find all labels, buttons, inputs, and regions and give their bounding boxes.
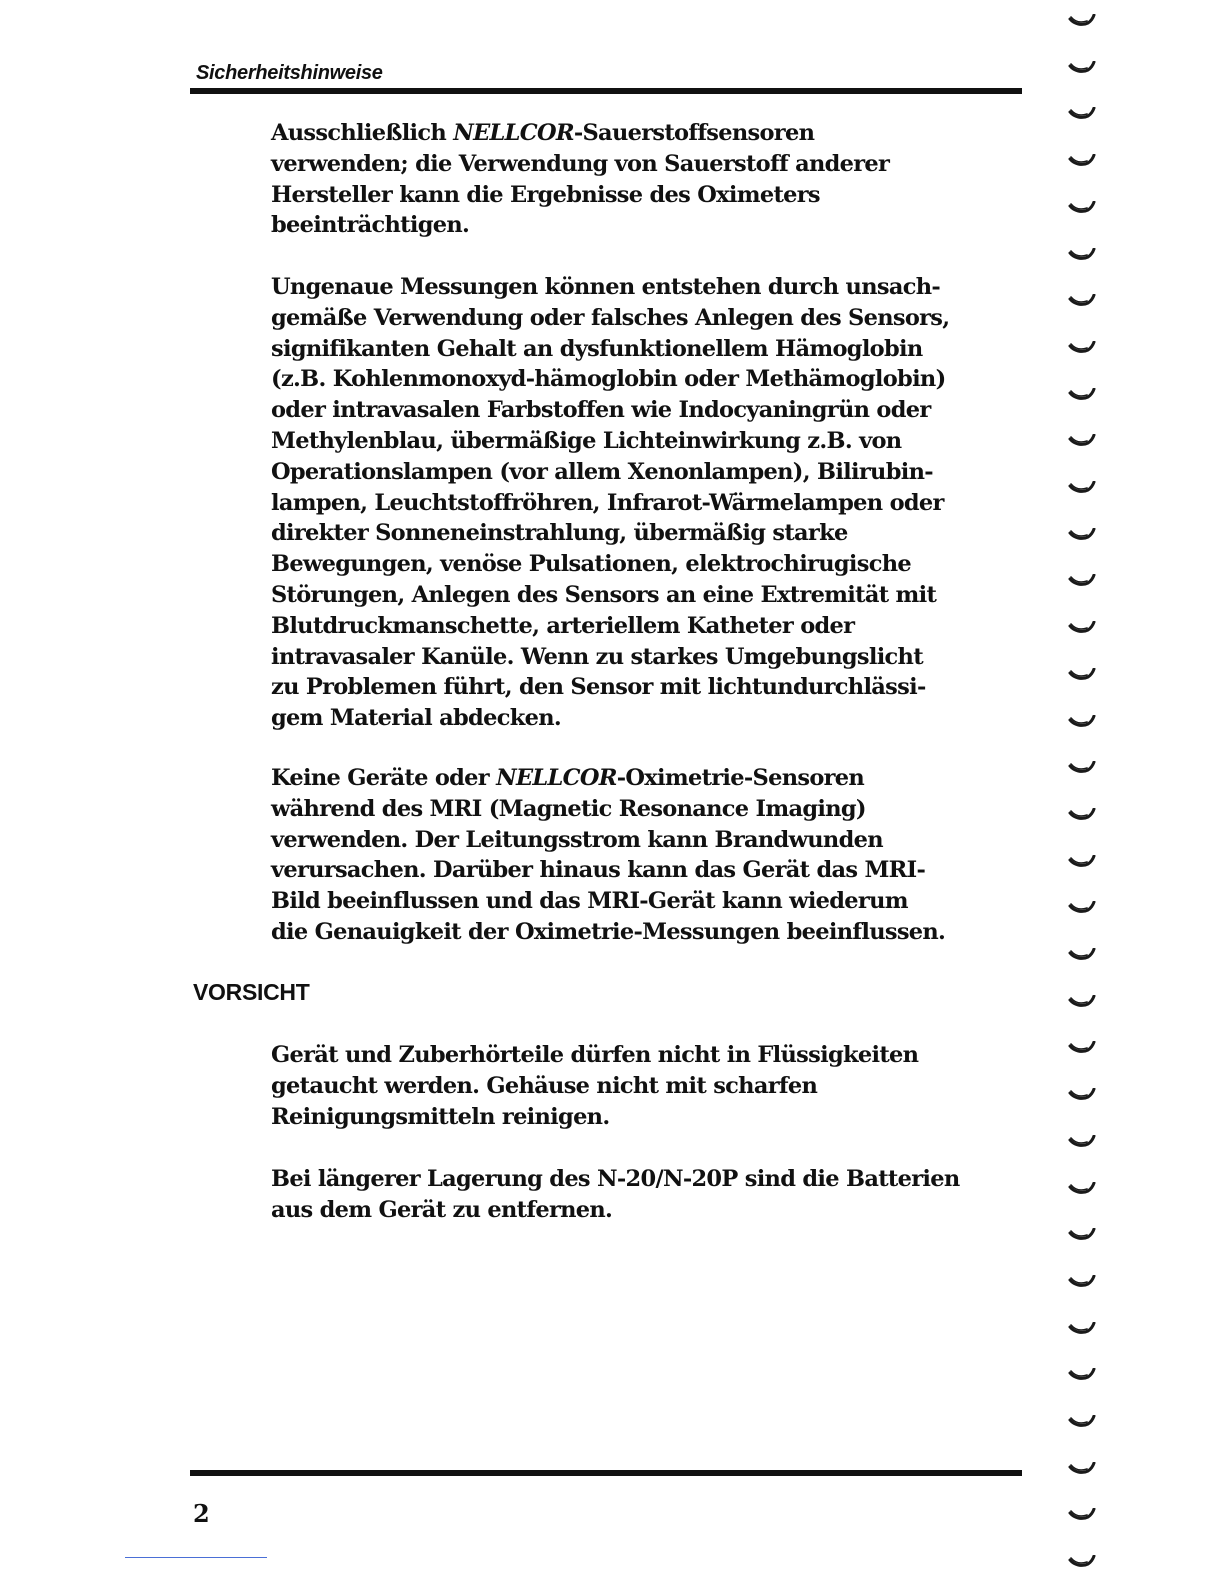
text-line: lampen, Leuchtstoffröhren, Infrarot-Wärmelampen oder (271, 489, 944, 516)
spiral-binding-coil-icon (1068, 621, 1096, 635)
warning-paragraph-mri (271, 763, 1031, 948)
text-line: Bewegungen, venöse Pulsationen, elektrochirugische (271, 551, 911, 578)
text-line: Gerät und Zuberhörteile dürfen nicht in Flüssigkeiten (271, 1042, 919, 1068)
spiral-binding-coil-icon (1068, 1228, 1096, 1242)
text-line: während des MRI (Magnetic Resonance Imaging) (271, 795, 866, 822)
caution-paragraph-batteries (271, 1164, 1031, 1226)
text-line: gemäße Verwendung oder falsches Anlegen des Sensors, (271, 304, 950, 331)
text-line: (z.B. Kohlenmonoxyd-hämoglobin oder Methämoglobin) (271, 366, 946, 393)
spiral-binding-coil-icon (1068, 1462, 1096, 1476)
text-line: zu Problemen führt, den Sensor mit lichtundurchlässi- (271, 674, 926, 701)
spiral-binding-coil-icon (1068, 481, 1096, 495)
text-line: verwenden; die Verwendung von Sauerstoff anderer (271, 150, 890, 177)
section-heading-vorsicht: VORSICHT (193, 979, 310, 1005)
spiral-binding-coil-icon (1068, 201, 1096, 215)
spiral-binding-coil-icon (1068, 1135, 1096, 1149)
text-line: Hersteller kann die Ergebnisse des Oximeters (271, 181, 820, 208)
spiral-binding-coil-icon (1068, 1368, 1096, 1382)
text-line: direkter Sonneneinstrahlung, übermäßig starke (271, 520, 848, 547)
spiral-binding-coil-icon (1068, 761, 1096, 775)
spiral-binding-coil-icon (1068, 1322, 1096, 1336)
spiral-binding-coil-icon (1068, 388, 1096, 402)
text-line: Ausschließlich NELLCOR-Sauerstoffsensoren (271, 120, 815, 146)
spiral-binding-coil-icon (1068, 14, 1096, 28)
page-number: 2 (193, 1499, 210, 1528)
text-line: Reinigungsmitteln reinigen. (271, 1103, 610, 1130)
text-line: Keine Geräte oder NELLCOR-Oximetrie-Sensoren (271, 765, 865, 791)
text-line: verursachen. Darüber hinaus kann das Gerät das MRI- (271, 857, 926, 884)
spiral-binding-coil-icon (1068, 855, 1096, 869)
text-line: Operationslampen (vor allem Xenonlampen), Bilirubin- (271, 458, 933, 485)
spiral-binding-coil-icon (1068, 434, 1096, 448)
spiral-binding-coil-icon (1068, 574, 1096, 588)
brand-name: NELLCOR (496, 765, 617, 791)
caution-paragraph-cleaning (271, 1040, 1031, 1132)
spiral-binding-coil-icon (1068, 1088, 1096, 1102)
text-line: Bei längerer Lagerung des N-20/N-20P sind die Batterien (271, 1166, 960, 1192)
spiral-binding-coil-icon (1068, 668, 1096, 682)
brand-name: NELLCOR (453, 120, 574, 146)
spiral-binding-coil-icon (1068, 901, 1096, 915)
text-line: gem Material abdecken. (271, 705, 561, 732)
spiral-binding-coil-icon (1068, 1415, 1096, 1429)
warning-paragraph-sensors (271, 118, 1031, 241)
text-line: intravasaler Kanüle. Wenn zu starkes Umgebungslicht (271, 643, 923, 670)
spiral-binding-coil-icon (1068, 294, 1096, 308)
warning-paragraph-inaccurate-measurements (271, 272, 1031, 734)
spiral-binding-coil-icon (1068, 1182, 1096, 1196)
spiral-binding-coil-icon (1068, 1275, 1096, 1289)
text-line: Ungenaue Messungen können entstehen durch unsach- (271, 274, 941, 300)
footer-rule (190, 1470, 1022, 1476)
spiral-binding-coil-icon (1068, 154, 1096, 168)
text-line: oder intravasalen Farbstoffen wie Indocyaningrün oder (271, 397, 931, 424)
text-line: Störungen, Anlegen des Sensors an eine Extremität mit (271, 581, 937, 608)
text-line: getaucht werden. Gehäuse nicht mit scharfen (271, 1072, 818, 1099)
spiral-binding-coil-icon (1068, 248, 1096, 262)
spiral-binding-coil-icon (1068, 341, 1096, 355)
spiral-binding-coil-icon (1068, 528, 1096, 542)
spiral-binding-coil-icon (1068, 995, 1096, 1009)
footer-link-underline (125, 1557, 267, 1558)
text-line: aus dem Gerät zu entfernen. (271, 1196, 613, 1223)
spiral-binding-coil-icon (1068, 1555, 1096, 1569)
spiral-binding-coil-icon (1068, 1041, 1096, 1055)
text-line: beeinträchtigen. (271, 212, 470, 239)
spiral-binding-coil-icon (1068, 107, 1096, 121)
spiral-binding (1064, 8, 1104, 1584)
header-rule (190, 88, 1022, 94)
running-header-title: Sicherheitshinweise (196, 62, 383, 84)
text-line: Bild beeinflussen und das MRI-Gerät kann wiederum (271, 888, 908, 915)
text-line: verwenden. Der Leitungsstrom kann Brandwunden (271, 826, 883, 853)
spiral-binding-coil-icon (1068, 948, 1096, 962)
text-line: signifikanten Gehalt an dysfunktionellem Hämoglobin (271, 335, 923, 362)
spiral-binding-coil-icon (1068, 61, 1096, 75)
text-line: Methylenblau, übermäßige Lichteinwirkung z.B. von (271, 427, 902, 454)
text-line: die Genauigkeit der Oximetrie-Messungen beeinflussen. (271, 918, 946, 945)
spiral-binding-coil-icon (1068, 715, 1096, 729)
text-line: Blutdruckmanschette, arteriellem Katheter oder (271, 612, 855, 639)
spiral-binding-coil-icon (1068, 1508, 1096, 1522)
spiral-binding-coil-icon (1068, 808, 1096, 822)
